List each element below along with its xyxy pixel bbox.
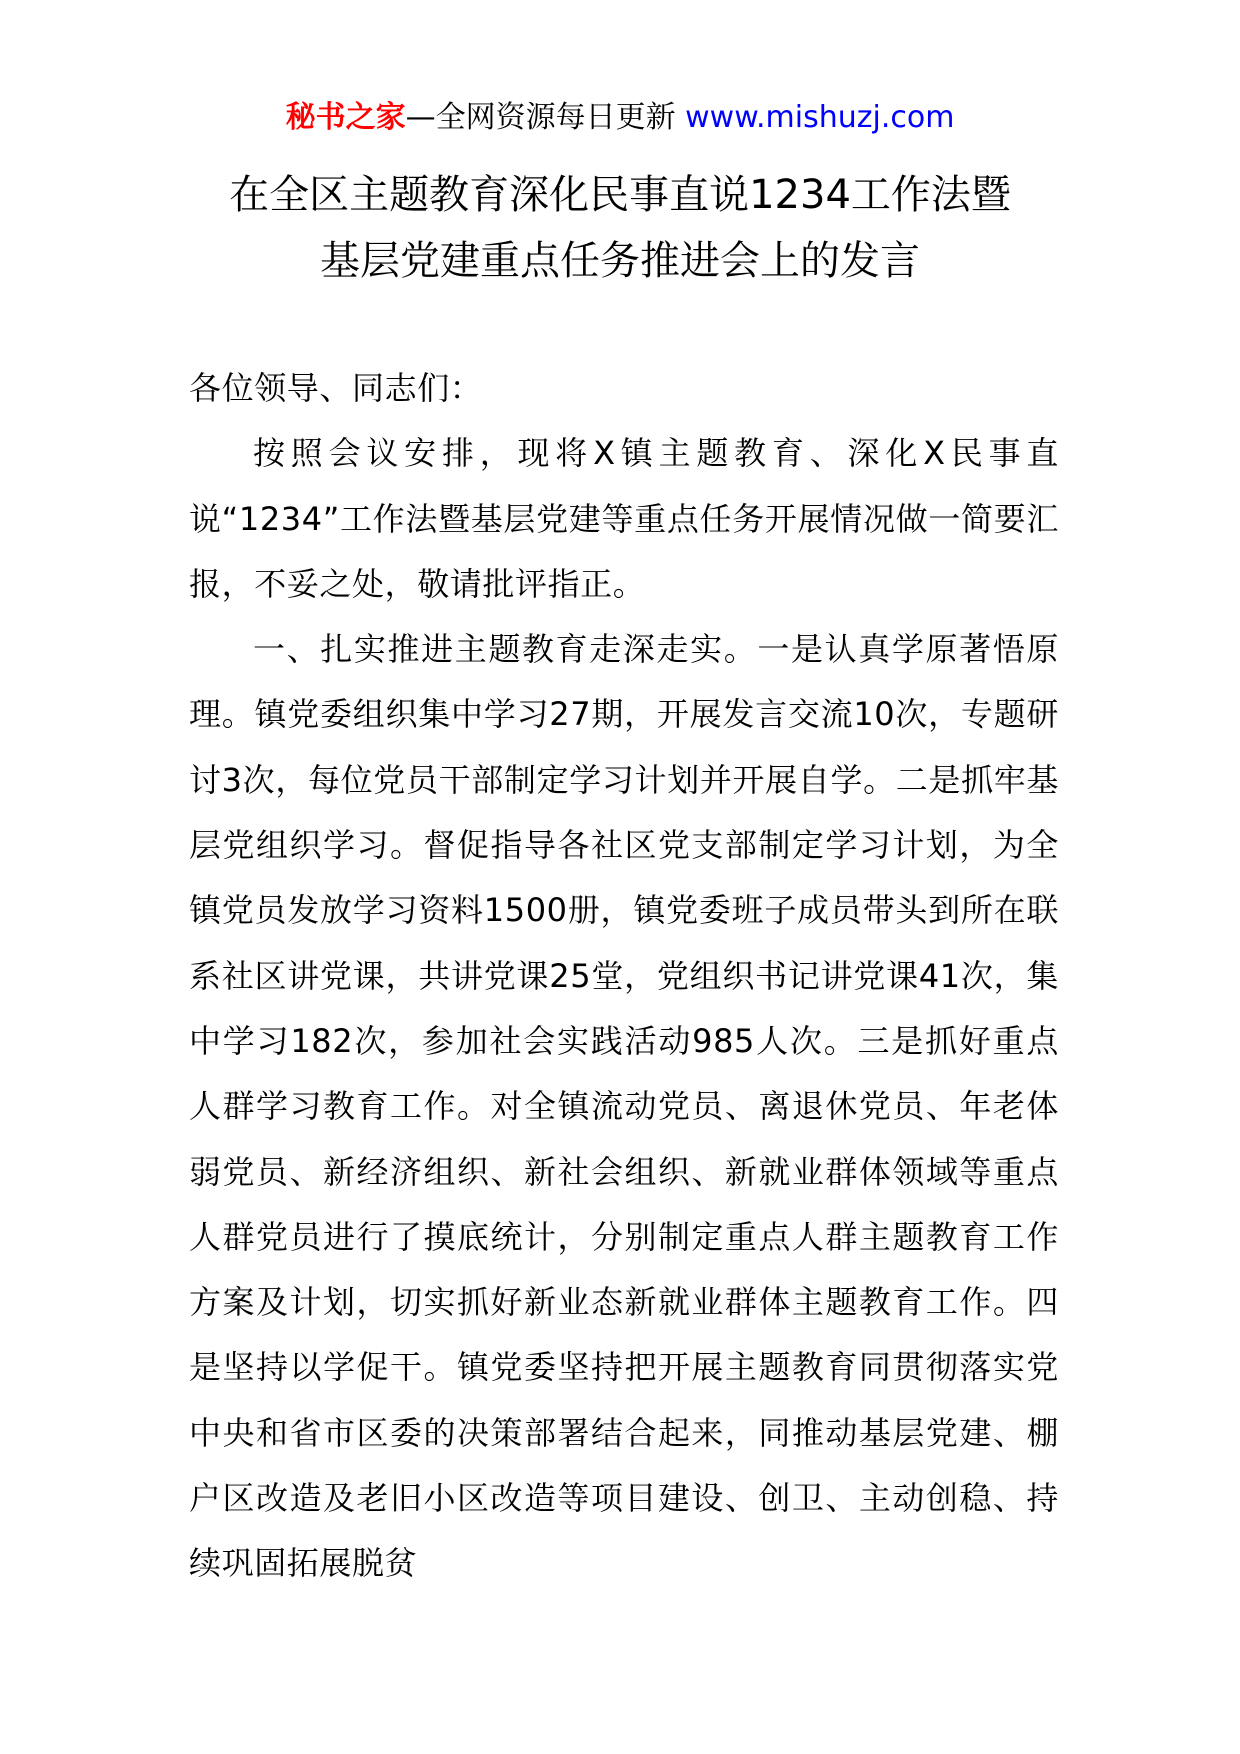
- header-tagline: —全网资源每日更新: [405, 100, 686, 135]
- site-header: [0, 98, 1240, 138]
- document-body: [189, 356, 1059, 1597]
- brand-name: 秘书之家: [285, 100, 406, 135]
- title-line-1: 在全区主题教育深化民事直说1234工作法暨: [229, 172, 1011, 218]
- site-url-link[interactable]: www.mishuzj.com: [685, 100, 955, 135]
- title-line-2: 基层党建重点任务推进会上的发言: [320, 238, 920, 284]
- intro-paragraph: 按照会议安排，现将X镇主题教育、深化X民事直说“1234”工作法暨基层党建等重点任务开展情况做一简要汇报，不妥之处，敬请批评指正。: [189, 434, 1059, 603]
- section-1-paragraph: 一、扎实推进主题教育走深走实。一是认真学原著悟原理。镇党委组织集中学习27期，开展发言交流10次，专题研讨3次，每位党员干部制定学习计划并开展自学。二是抓牢基层党组织学习。督促指导各社区党支部制定学习计划，为全镇党员发放学习资料1500册，镇党委班子成员带头到所在联系社区讲党课，共讲党课25堂，党组织书记讲党课41次，集中学习182次，参加社会实践活动985人次。三是抓好重点人群学习教育工作。对全镇流动党员、离退休党员、年老体弱党员、新经济组织、新社会组织、新就业群体领域等重点人群党员进行了摸底统计，分别制定重点人群主题教育工作方案及计划，切实抓好新业态新就业群体主题教育工作。四是坚持以学促干。镇党委坚持把开展主题教育同贯彻落实党中央和省市区委的决策部署结合起来，同推动基层党建、棚户区改造及老旧小区改造等项目建设、创卫、主动创稳、持续巩固拓展脱贫: [189, 630, 1059, 1583]
- document-title: [0, 162, 1240, 294]
- salutation: 各位领导、同志们：: [189, 369, 483, 407]
